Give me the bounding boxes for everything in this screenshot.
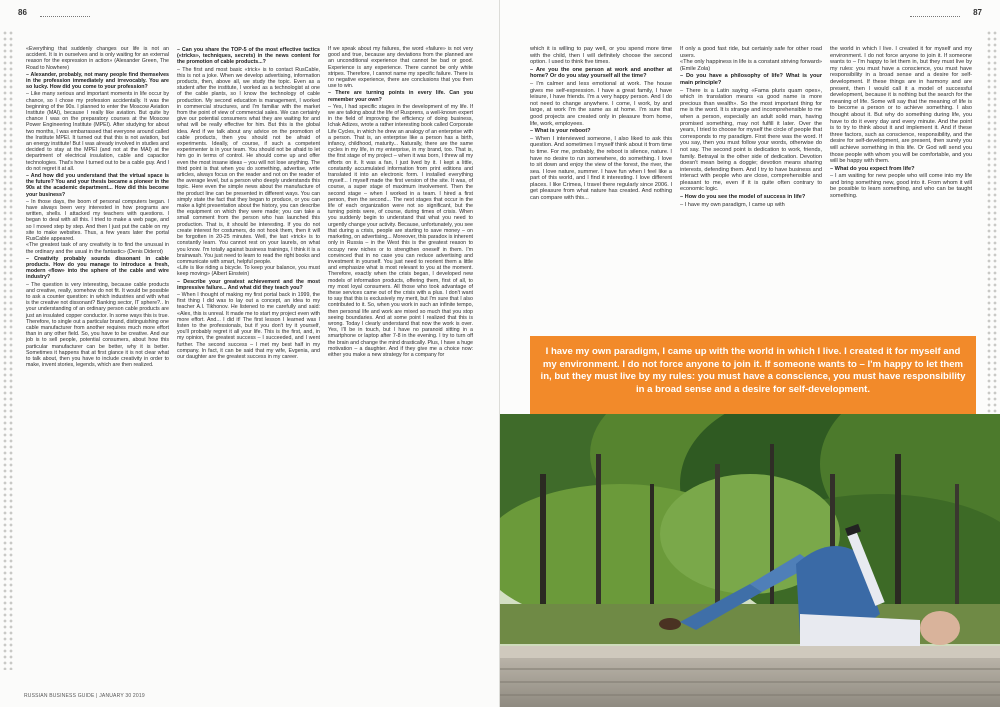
interview-question: – Alexander, probably, not many people find themselves in the profession immediately and irrevocably. You are so lucky. How did you come to your profession? (26, 71, 169, 91)
article-column (530, 46, 672, 202)
paragraph: «The only happiness in life is a constant striving forward» (Emile Zola) (680, 59, 822, 72)
interview-question: – How do you see the model of success in life? (680, 194, 806, 201)
paragraph: – I have my own paradigm, I came up with (680, 201, 785, 208)
paragraph: If we speak about my failures, the word «failure» is not very good and true, because any deviations from the planned are an unconditional experience that cannot be bad or good. Experience is any experience. There cannot be only white stripes. Therefore, I cannot name my specific failure. There is no negative experience, there are conclusions that you then use to win. (328, 46, 473, 90)
paragraph: – When I thought of making my first portal back in 1999, the first thing I did was to lay out a concept, an idea to my teacher A.I. Tikhonov. He listened to me carefully and said: «Alex, this is unreal. It made me to start my project even with more effort. And... I did it! The first lesson I learned was I listen to the professionals, but if you don't try it yourself, you'll probably regret it all your life. This is the first, and, in my opinion, the greatest success – I succeeded, and I went further. The second success – I met my best half in my company. In fact, it can be said that my wife, Evgenia, and our daughter are the greatest success in my career. (177, 291, 320, 360)
paragraph: – There is a Latin saying «Fama pluris quam opes», which in translation means «a good name is more precious than wealth». So the most important thing for me is the word. It is strange and incomprehensible to me when a person, especially an adult solid man, having promised something, may not fulfill it later. Over the years, I tried to choose for myself the circle of people that corresponds to my paradigm. First there was the word. If you say, then you must follow your words, otherwise do not say. The second point is dedication to work, friends, family. Betrayal is the other side of dedication. Devotion doesn't mean being a doggie; devotion means sharing interests, defending them. And I try to have business and interact with people who are close, comprehensible and pleasant to me, even if it is quite often contrary to economic logic. (680, 87, 822, 193)
interview-question: – There are turning points in every life. Can you remember your own? (328, 90, 473, 103)
paragraph: the world in which I live. I created it for myself and my environment. I do not force anyone to join it. If someone wants to – I'm happy to let them in, but they must live by my rules: you must have a conscience, you must have responsibility in a broad sense and a desire for self-development. If these things are in harmony and are present, then I would call it a model of successful development, because it is nothing but the search for the meaning of life. Some will say that the meaning of life is to become a person or to achieve something. I also thought about it. But why do something during life, you have to do it every day and every minute. And the point is to try to think about it and implement it. And if these three factors, such as conscience, responsibility, and the desire for self-development, are present, then surely you will achieve something in this life. Or God will send you those people with whom you will be comfortable, and you will be happy with them. (830, 46, 972, 165)
edge-dot-pattern-left (2, 30, 14, 670)
paragraph: If only a good fast ride, but certainly safe for other road users. (680, 46, 822, 59)
interview-question: – What is your reboot? (530, 128, 591, 135)
paragraph: – The first and most basic «trick» is to contact RusCable, this is not a joke. When we develop advertising, information products, then, above all, we study the topic. Even as a student after the institute, I worked as a technologist at one of the cable plants, so I know the technology of cable production. My second education is management, I worked in commercial structures, and I'm familiar with the market from the point of view of commercial sales. We can certainly give our potential consumers what they are waiting for and what will be really effective for him. But this is the global idea. And if we talk about any advice on the promotion of cable products, then you should not be afraid of experiments. Ideally, of course, if such a competent experimenter is in your team. You should not be afraid to let him go in terms of control. He should come up and offer even the most insane ideas – you will not lose anything. The third point is that when you do something, advertise, write articles, always focus on the reader and not on the reader of the average level, but a person who deeply understands this topic. Here even the simple news about the manufacture of the product line can be presented in different ways. You can simply state the fact that they began to produce, or you can make a light presentation about the history, you can describe the equipment on which they were made; you can take a small comment from the person who has launched this production. That is, it should be interesting. If you do not create interest for costumers, do not hook them, then it will be forgotten in 20-25 minutes. Well, the last «trick» is to constantly learn. You cannot rest on your laurels, on what you know. I'm totally against business trainings, I think it is a brainwash. You just need to learn to read the right books and communicate with smart, helpful people. (177, 66, 320, 265)
paragraph: – Yes, I had specific stages in the development of my life. If we are talking about the life of Rusprens, a well-known expert in the field of improving the efficiency of doing business, Ichak Adizes, wrote a rather interesting book called Corporate Life Cycles, in which he drew an analogy of an enterprise with a person. That is, an enterprise like a person has a birth, infancy, childhood, maturity... Naturally, there are the same cycles in my life, in my enterprise, in my brand, too. That is, the first stage of my project – when it was born, I threw all my efforts on it. It was a fan, I just lived by it. I kept a little, constantly accumulated information from print editions and translated it into an electronic form. I installed everything myself... I myself made the first version of the site. It was, of course, a super stage of maximum involvement. Then the second stage – when I worked in a team. I hired a first person, then the second... The next stages that occur in the life of each organization were not so significant, but the turning points were, of course, during times of crisis. When you suddenly begin to understand that what you need to urgently change your activity. Because, unfortunately, you see that during a crisis, people are starting to save money – on marketing, on advertising... Moreover, this paradox is inherent only in Russia – in the West this is the greatest reason to occupy new niches or to strengthen oneself in them. I'm convinced that in no case you can reduce advertising and investment in yourself. You just need to reorient them a little and emphasize what is most relevant to you at the moment. Therefore, exactly when the crisis began, I developed new models of information products, offering them, first of all, to my most loyal consumers. All those who took advantage of these services came out of the crisis with a plus. I don't want to say that this is exclusively my merit, but I'm sure that I also contributed to it. So, when you work in such an infinite tempo, then personal life and work are mixed so much that you stop seeing boundaries. And at some point I realized that this is wrong. Today I clearly understand that now the work is over. Yes, I'll be in touch, but I have no paranoid sitting in a smartphone or laptop after 7-8 in the evening. I try to turn off the brain and change the mind drastically. Plus, I have a huge motivation – a daughter. And if they give me a choice now: either you make a new strategy for a company for (328, 103, 473, 358)
article-column (328, 46, 473, 358)
interview-question: – Creativity probably sounds dissonant in cable products. How do you manage to introduce a fresh, modern «flow» into the sphere of the cable and wire industry? (26, 255, 169, 281)
pull-quote: I have my own paradigm, I came up with the world in which I live. I created it for myself and my environment. I do not force anyone to join it. If someone wants to – I'm happy to let them in, but they must live by my rules: you must have a conscience, you must have responsibility in a broad sense and a desire for self-development. (530, 336, 976, 414)
paragraph: – When I interviewed someone, I also liked to ask this question. And sometimes I myself think about it from time to time. For me, probably, the reboot is silence, nature. I have no desire to run somewhere, do something. I love to sit down and enjoy the view of the forest, the river, the sea. I love nature, summer. I have fun when I feel like a part of this world, and I find it interesting. I love different places. I like Crimea, I travel there regularly since 2006. I get pleasure from what nature has created. And nothing can compare with this... (530, 135, 672, 202)
paragraph: – Like many serious and important moments in life occur by chance, so I chose my profession accidentally. It was the beginning of the 90s. I planned to enter the Moscow Aviation Institute (MAI), because I really like aviation. But quite by chance I was on the preparatory courses at the Moscow Power Engineering Institute (MPEI). After studying for about two months, I was embarrassed that everyone around called the Institute MPEI. It turned out that this is not aviation, but an energy institute! But I was already involved in studies and decided to stay at the MPEI (and not at the MAI) at the department of electrical insulation, cable and capacitor technologies. That's how I turned out to be a cable guy. And I do not regret it at all. (26, 91, 169, 172)
paragraph: – In those days, the boom of personal computers began. I have always been very interested in how programs are written, shells. I attacked my teachers with questions. I began to deal with all this. I tried to make a web page, and so I moved step by step. And then I just put the cable on my site to make websites. Thus, a few years later the portal RusCable appeared. (26, 198, 169, 243)
page-number-left: 86 (18, 8, 27, 17)
header-rule-right (910, 16, 960, 17)
paragraph: which it is willing to pay well, or you spend more time with the child, then I will definitely choose the second option. I used to think five times. (530, 46, 672, 66)
interview-question: – Can you share the TOP-5 of the most effective tactics («tricks», techniques, secrets) in the news content for the promotion of cable products...? (177, 47, 320, 66)
article-column (177, 46, 320, 360)
magazine-footer: RUSSIAN BUSINESS GUIDE | JANUARY 30 2019 (24, 693, 145, 699)
paragraph: «Everything that suddenly changes our life is not an accident. It is in ourselves and is only waiting for an external reason for the expression in action» (Alexander Green, The Road to Nowhere) (26, 46, 169, 71)
paragraph: – I'm calmer and less emotional at work. The house gives me self-expression. I have a great family, I have leisure, I have friends. I'm a very happy person. And I do not need to change anywhere. I come, I work, by and large, at work I'm the same as at home. I'm sure that good projects are created only in pleasure from home, life, work, employees. (530, 80, 672, 127)
page-number-right: 87 (973, 8, 982, 17)
paragraph: «The greatest task of any creativity is to find the unusual in the ordinary and the usual in the fantastic» (Denis Diderot) (26, 242, 169, 255)
article-column (26, 46, 169, 368)
interview-question: – What do you expect from life? (830, 165, 915, 172)
interview-question: – Do you have a philosophy of life? What is your main principle? (680, 73, 822, 86)
interview-question: – Are you the one person at work and another at home? Or do you stay yourself all the time? (530, 66, 672, 80)
article-column (830, 46, 972, 200)
header-rule-left (40, 16, 90, 17)
article-column (680, 46, 822, 208)
portrait-photo (500, 414, 1000, 707)
interview-question: – And how did you understand that the virtual space is the future? You and your thesis became a pioneer in the 90s at the academic department... How did this become your business? (26, 173, 169, 198)
paragraph: – I am waiting for new people who will come into my life and bring something new, good into it. From whom it will be possible to learn something, and who can be taught something. (830, 173, 972, 200)
interview-question: – Describe your greatest achievement and the most impressive failure... And what did they teach you? (177, 278, 320, 291)
paragraph: – The question is very interesting, because cable products and creative, really, somehow do not fit. It would be possible to ask a counter question: in which industries and with what is the creative not dissonant? Banking sector, IT sphere?.. In your understanding of an ordinary person cable products are just an insulated copper conductor. In some ways this is true. Therefore, to single out a particular brand, distinguishing one cable manufacturer from another requires much more effort than in any other field. So, you have to be creative. And our job is to sell people, potential consumers, about how this particular manufacturer can be better, why it is better. Sometimes it happens that at first glance it is not clear what to talk about, then you have to include creativity in order to make, invent stories, legends, which are then realized. (26, 281, 169, 369)
photo-illustration (500, 414, 1000, 707)
paragraph: «Life is like riding a bicycle. To keep your balance, you must keep moving» (Albert Einstein) (177, 265, 320, 278)
